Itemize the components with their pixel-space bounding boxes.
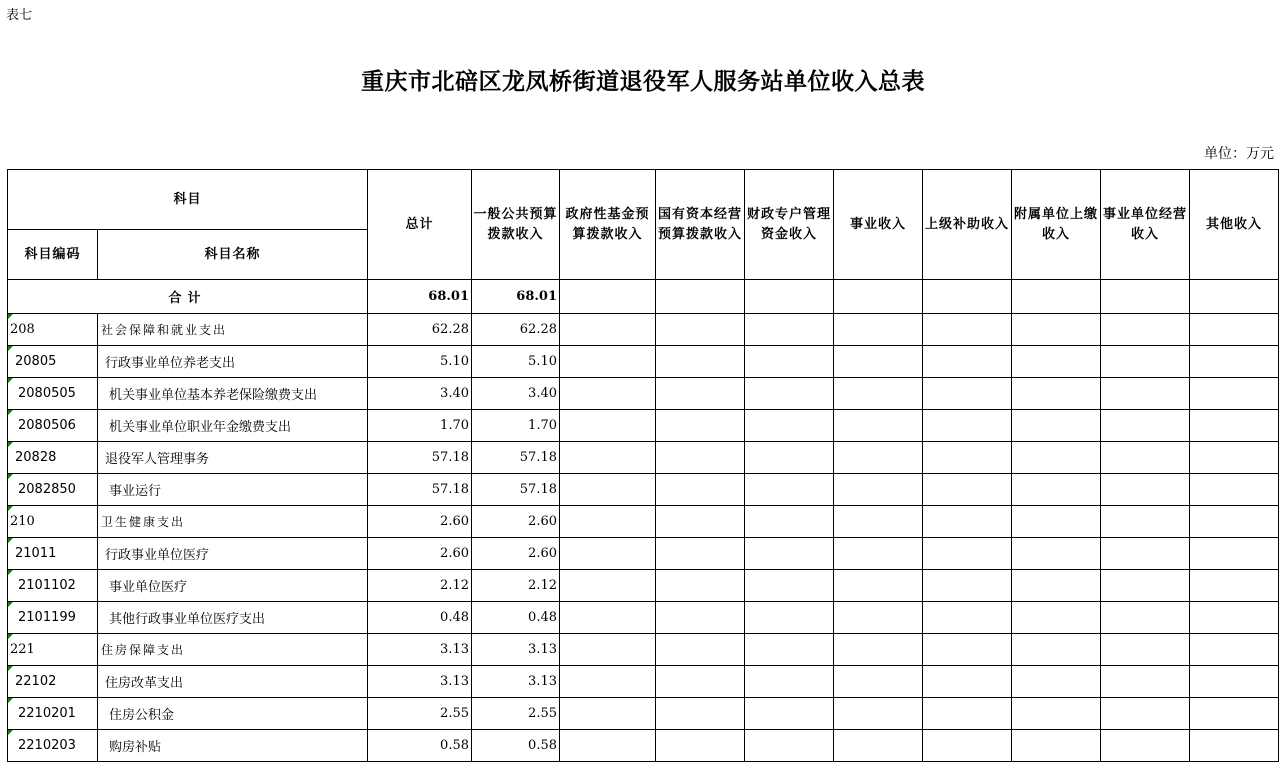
empty-cell [834,698,923,730]
header-fiscal-special-account: 财政专户管理资金收入 [745,170,834,280]
header-superior-subsidy: 上级补助收入 [923,170,1012,280]
table-row [8,410,1279,442]
row-total: 57.18 [368,442,472,474]
subject-code: 2080505 [8,378,98,410]
empty-cell [923,698,1012,730]
empty-cell [1101,666,1190,698]
header-state-capital-budget: 国有资本经营预算拨款收入 [656,170,745,280]
empty-cell [560,280,656,314]
subject-name: 购房补贴 [98,730,368,762]
empty-cell [1012,410,1101,442]
row-total: 5.10 [368,346,472,378]
empty-cell [656,698,745,730]
subject-name: 其他行政事业单位医疗支出 [98,602,368,634]
empty-cell [656,346,745,378]
row-general-budget: 3.40 [472,378,560,410]
empty-cell [745,280,834,314]
empty-cell [745,442,834,474]
empty-cell [1012,314,1101,346]
empty-cell [923,666,1012,698]
subject-name: 事业单位医疗 [98,570,368,602]
subject-code: 20828 [8,442,98,474]
empty-cell [1190,634,1279,666]
empty-cell [1190,666,1279,698]
table-row [8,314,1279,346]
empty-cell [1101,602,1190,634]
header-general-public-budget: 一般公共预算拨款收入 [472,170,560,280]
row-general-budget: 1.70 [472,410,560,442]
row-total: 3.40 [368,378,472,410]
header-other-income: 其他收入 [1190,170,1279,280]
empty-cell [656,378,745,410]
empty-cell [1101,538,1190,570]
empty-cell [656,280,745,314]
empty-cell [1012,634,1101,666]
table-row [8,730,1279,762]
empty-cell [656,730,745,762]
empty-cell [923,378,1012,410]
empty-cell [834,378,923,410]
empty-cell [560,474,656,506]
empty-cell [1012,442,1101,474]
total-general-budget: 68.01 [472,280,560,314]
empty-cell [834,474,923,506]
empty-cell [1101,442,1190,474]
row-total: 62.28 [368,314,472,346]
row-total: 1.70 [368,410,472,442]
empty-cell [656,538,745,570]
header-subject-name: 科目名称 [98,230,368,280]
empty-cell [923,730,1012,762]
table-row [8,666,1279,698]
empty-cell [656,314,745,346]
empty-cell [745,378,834,410]
empty-cell [1012,666,1101,698]
header-business-income: 事业收入 [834,170,923,280]
row-general-budget: 2.60 [472,506,560,538]
subject-name: 退役军人管理事务 [98,442,368,474]
header-business-operation-income: 事业单位经营收入 [1101,170,1190,280]
empty-cell [560,634,656,666]
subject-code: 21011 [8,538,98,570]
empty-cell [745,346,834,378]
empty-cell [745,538,834,570]
empty-cell [656,602,745,634]
table-row [8,442,1279,474]
header-subject: 科目 [8,170,368,230]
empty-cell [560,442,656,474]
row-total: 0.48 [368,602,472,634]
subject-code: 208 [8,314,98,346]
empty-cell [923,442,1012,474]
empty-cell [1012,280,1101,314]
empty-cell [745,666,834,698]
row-general-budget: 62.28 [472,314,560,346]
empty-cell [1012,570,1101,602]
empty-cell [834,410,923,442]
row-general-budget: 0.48 [472,602,560,634]
header-affiliated-unit-income: 附属单位上缴收入 [1012,170,1101,280]
empty-cell [834,602,923,634]
empty-cell [1012,474,1101,506]
empty-cell [1012,698,1101,730]
empty-cell [1190,698,1279,730]
empty-cell [1101,314,1190,346]
empty-cell [745,506,834,538]
table-row [8,698,1279,730]
empty-cell [1101,570,1190,602]
empty-cell [560,730,656,762]
subject-name: 事业运行 [98,474,368,506]
empty-cell [1101,346,1190,378]
empty-cell [1012,346,1101,378]
empty-cell [923,346,1012,378]
empty-cell [923,570,1012,602]
empty-cell [1012,538,1101,570]
row-total: 3.13 [368,666,472,698]
row-total: 0.58 [368,730,472,762]
subject-code: 2101102 [8,570,98,602]
row-general-budget: 57.18 [472,474,560,506]
empty-cell [834,570,923,602]
row-general-budget: 2.60 [472,538,560,570]
subject-code: 22102 [8,666,98,698]
table-label: 表七 [6,8,33,23]
subject-code: 20805 [8,346,98,378]
empty-cell [1190,538,1279,570]
empty-cell [923,410,1012,442]
empty-cell [560,698,656,730]
subject-name: 卫生健康支出 [98,506,368,538]
subject-code: 2210203 [8,730,98,762]
empty-cell [560,602,656,634]
row-general-budget: 57.18 [472,442,560,474]
empty-cell [834,280,923,314]
subject-name: 机关事业单位基本养老保险缴费支出 [98,378,368,410]
empty-cell [656,442,745,474]
table-row [8,506,1279,538]
empty-cell [1101,698,1190,730]
total-amount: 68.01 [368,280,472,314]
empty-cell [923,314,1012,346]
empty-cell [1190,280,1279,314]
empty-cell [1012,602,1101,634]
empty-cell [1012,730,1101,762]
row-total: 3.13 [368,634,472,666]
empty-cell [923,634,1012,666]
empty-cell [745,314,834,346]
empty-cell [834,634,923,666]
subject-name: 住房保障支出 [98,634,368,666]
row-general-budget: 2.55 [472,698,560,730]
empty-cell [1101,634,1190,666]
empty-cell [560,506,656,538]
subject-name: 行政事业单位养老支出 [98,346,368,378]
empty-cell [1190,570,1279,602]
row-total: 2.55 [368,698,472,730]
subject-code: 2080506 [8,410,98,442]
empty-cell [923,506,1012,538]
subject-name: 机关事业单位职业年金缴费支出 [98,410,368,442]
empty-cell [745,634,834,666]
empty-cell [656,634,745,666]
subject-name: 社会保障和就业支出 [98,314,368,346]
empty-cell [1190,474,1279,506]
subject-name: 住房公积金 [98,698,368,730]
empty-cell [656,474,745,506]
empty-cell [923,538,1012,570]
table-row [8,346,1279,378]
empty-cell [834,442,923,474]
empty-cell [1190,602,1279,634]
empty-cell [745,602,834,634]
empty-cell [745,698,834,730]
empty-cell [560,666,656,698]
header-gov-fund-budget: 政府性基金预算拨款收入 [560,170,656,280]
total-row [8,280,1279,314]
empty-cell [923,602,1012,634]
empty-cell [656,410,745,442]
empty-cell [923,474,1012,506]
empty-cell [834,538,923,570]
row-total: 57.18 [368,474,472,506]
empty-cell [1012,378,1101,410]
empty-cell [656,666,745,698]
empty-cell [560,570,656,602]
empty-cell [560,346,656,378]
table-row [8,602,1279,634]
empty-cell [923,280,1012,314]
row-total: 2.60 [368,538,472,570]
empty-cell [834,346,923,378]
row-general-budget: 3.13 [472,634,560,666]
empty-cell [560,314,656,346]
empty-cell [1012,506,1101,538]
empty-cell [745,570,834,602]
empty-cell [745,410,834,442]
empty-cell [1190,410,1279,442]
empty-cell [1190,314,1279,346]
table-row [8,378,1279,410]
subject-name: 住房改革支出 [98,666,368,698]
empty-cell [1101,410,1190,442]
empty-cell [1101,378,1190,410]
empty-cell [560,410,656,442]
row-general-budget: 0.58 [472,730,560,762]
total-label: 合计 [8,280,368,314]
empty-cell [1190,442,1279,474]
header-subject-code: 科目编码 [8,230,98,280]
table-row [8,570,1279,602]
empty-cell [1190,506,1279,538]
page-title: 重庆市北碚区龙凤桥街道退役军人服务站单位收入总表 [361,68,925,95]
row-general-budget: 3.13 [472,666,560,698]
empty-cell [1101,506,1190,538]
empty-cell [560,538,656,570]
empty-cell [1101,280,1190,314]
empty-cell [834,730,923,762]
subject-code: 2210201 [8,698,98,730]
empty-cell [1190,378,1279,410]
header-total: 总计 [368,170,472,280]
row-general-budget: 2.12 [472,570,560,602]
empty-cell [834,314,923,346]
empty-cell [745,730,834,762]
empty-cell [656,570,745,602]
empty-cell [745,474,834,506]
empty-cell [834,666,923,698]
table-row [8,538,1279,570]
empty-cell [1190,730,1279,762]
subject-name: 行政事业单位医疗 [98,538,368,570]
empty-cell [1101,730,1190,762]
row-general-budget: 5.10 [472,346,560,378]
row-total: 2.60 [368,506,472,538]
subject-code: 2101199 [8,602,98,634]
table-row [8,474,1279,506]
table-row [8,634,1279,666]
subject-code: 2082850 [8,474,98,506]
empty-cell [656,506,745,538]
subject-code: 210 [8,506,98,538]
empty-cell [834,506,923,538]
empty-cell [560,378,656,410]
revenue-table [7,169,1279,762]
empty-cell [1101,474,1190,506]
unit-label: 单位：万元 [1204,146,1274,162]
row-total: 2.12 [368,570,472,602]
empty-cell [1190,346,1279,378]
subject-code: 221 [8,634,98,666]
